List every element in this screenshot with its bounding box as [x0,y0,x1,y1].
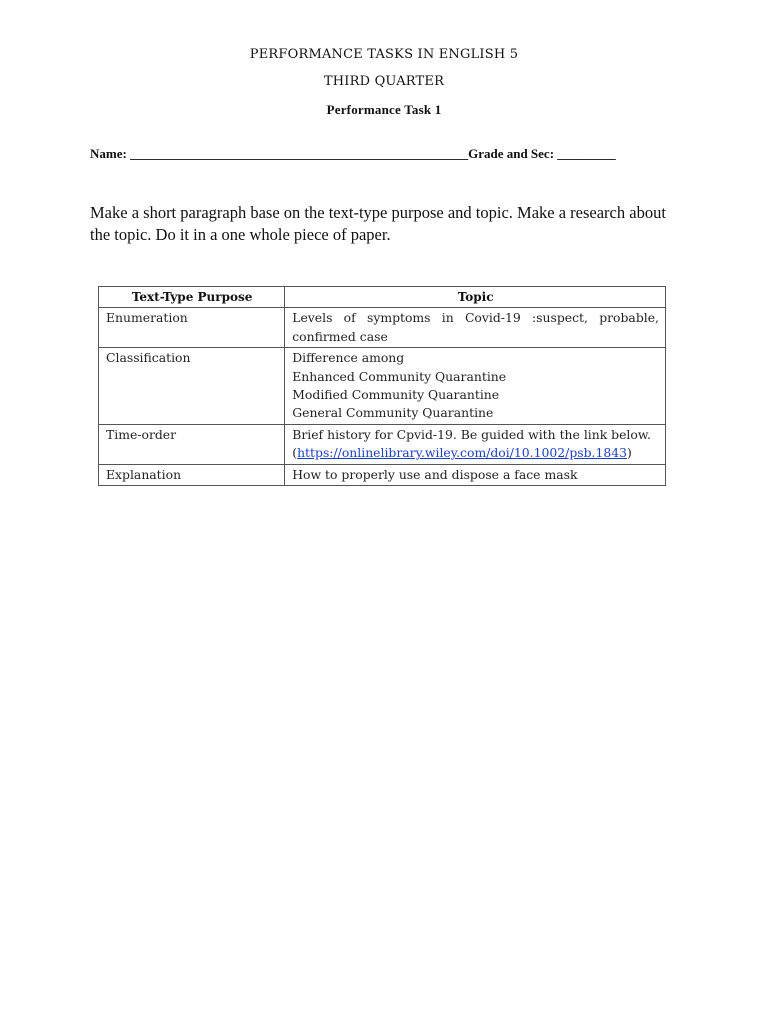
table-row [99,348,666,425]
topic-line: Enhanced Community Quarantine [292,368,507,384]
table-row [99,424,666,464]
header-text-type-purpose: Text-Type Purpose [99,287,285,308]
purpose-cell: Time-order [99,424,285,464]
topic-line: Modified Community Quarantine [292,387,500,403]
document-title: PERFORMANCE TASKS IN ENGLISH 5 [249,47,519,62]
topic-line: Difference among [292,350,405,366]
grade-label: Grade and Sec: [468,146,558,161]
purpose-cell: Explanation [99,464,285,485]
name-label: Name: [90,146,131,161]
name-grade-row [90,146,650,162]
topic-cell [285,348,666,425]
table-header-row [99,287,666,308]
link-open-paren: ( [292,445,298,461]
topic-cell: How to properly use and dispose a face mask [285,464,666,485]
topic-cell [285,424,666,464]
name-blank-line: ____________________________________________________ [130,146,469,161]
topic-link-line [292,444,659,462]
table-row [99,308,666,348]
instruction-paragraph: Make a short paragraph base on the text-type purpose and topic. Make a research about the topic. Do it in a one whole piece of paper. [90,203,666,244]
task-heading: Performance Task 1 [326,102,442,117]
topic-cell: Levels of symptoms in Covid-19 :suspect, probable, confirmed case [285,308,666,348]
text-type-table [98,286,666,486]
purpose-cell: Enumeration [99,308,285,348]
grade-blank-line: _________ [557,146,616,161]
topic-line: General Community Quarantine [292,405,494,421]
header-topic: Topic [285,287,666,308]
table-row [99,464,666,485]
topic-line: Brief history for Cpvid-19. Be guided with the link below. [292,426,651,442]
link-close-paren: ) [627,445,632,461]
purpose-cell: Classification [99,348,285,425]
wiley-reference-link[interactable]: https://onlinelibrary.wiley.com/doi/10.1002/psb.1843 [297,445,628,461]
quarter-heading: THIRD QUARTER [323,74,445,89]
